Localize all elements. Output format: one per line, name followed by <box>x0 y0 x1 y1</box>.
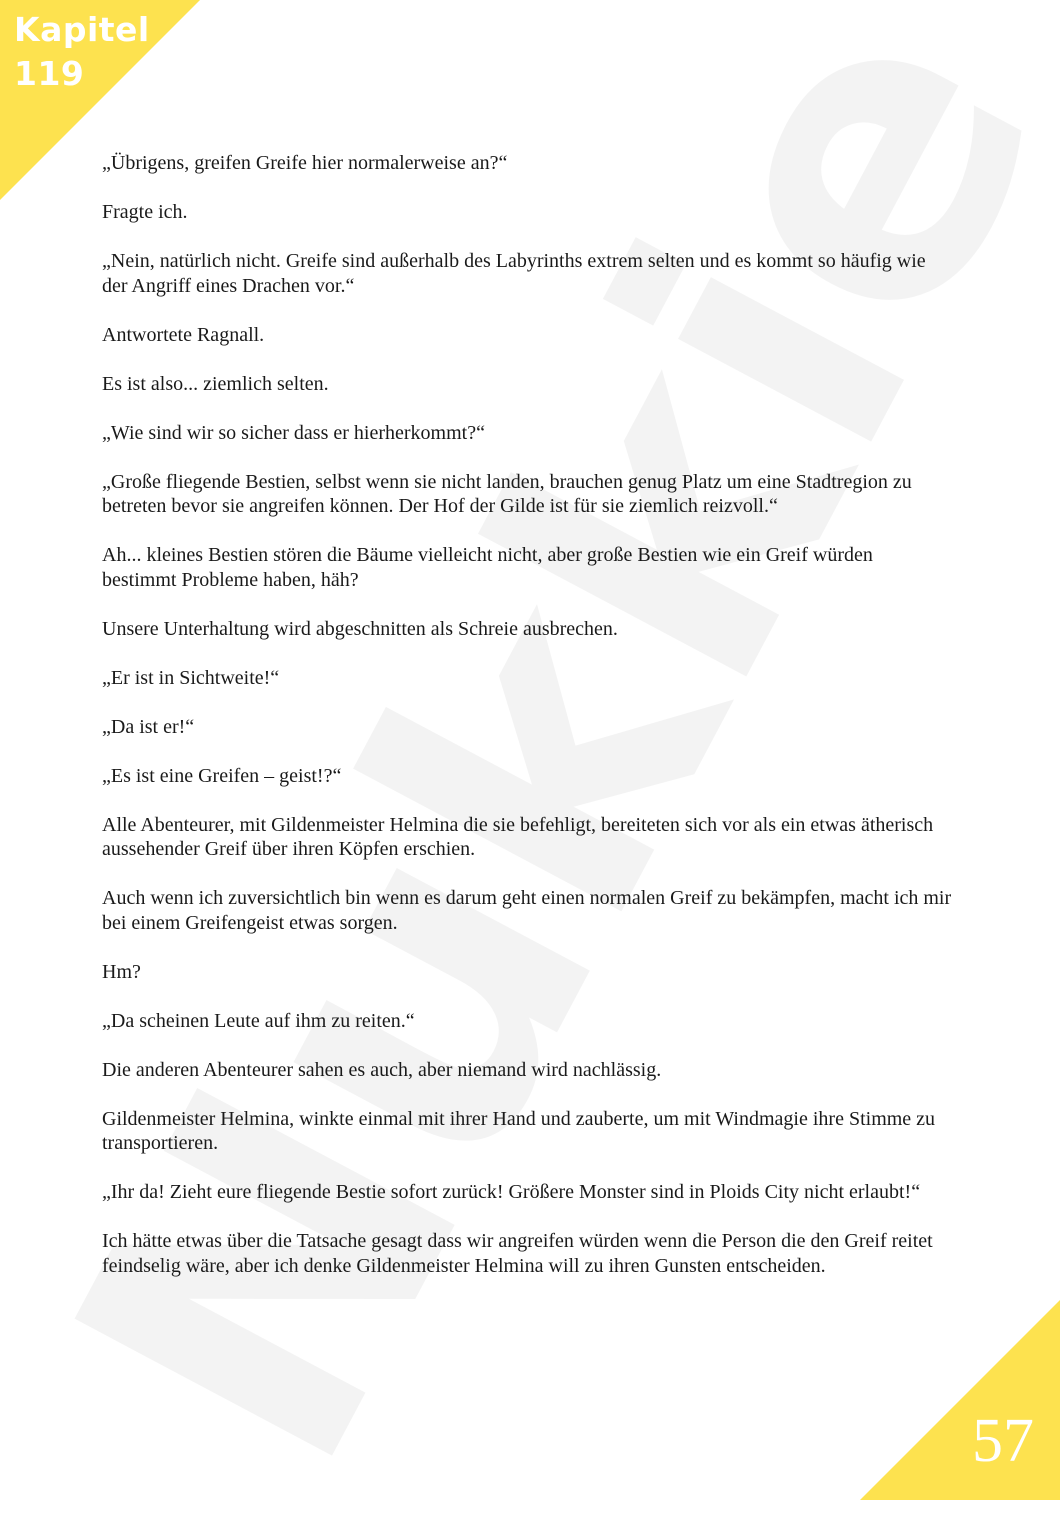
paragraph: „Er ist in Sichtweite!“ <box>102 666 280 689</box>
page-number: 57 <box>972 1407 1034 1475</box>
paragraph: Gildenmeister Helmina, winkte einmal mit ihrer Hand und zauberte, um mit Windmagie ihre Stimme zu transportieren. <box>102 1107 936 1154</box>
paragraph: „Große fliegende Bestien, selbst wenn sie nicht landen, brauchen genug Platz um eine Stadtregion zu betreten bevor sie angreifen können. Der Hof der Gilde ist für sie ziemlich reizvoll.“ <box>102 470 912 517</box>
paragraph: Unsere Unterhaltung wird abgeschnitten als Schreie ausbrechen. <box>102 617 618 640</box>
paragraph: „Da ist er!“ <box>102 715 195 738</box>
paragraph: Ich hätte etwas über die Tatsache gesagt dass wir angreifen würden wenn die Person die den Greif reitet feindselig wäre, aber ich denke Gildenmeister Helmina will zu ihren Gunsten entscheiden. <box>102 1230 933 1277</box>
paragraph: „Es ist eine Greifen – geist!?“ <box>102 764 342 787</box>
paragraph: „Wie sind wir so sicher dass er hierherkommt?“ <box>102 421 485 444</box>
paragraph: „Da scheinen Leute auf ihm zu reiten.“ <box>102 1009 415 1032</box>
paragraph: Hm? <box>102 960 141 983</box>
paragraph: Die anderen Abenteurer sahen es auch, aber niemand wird nachlässig. <box>102 1058 662 1081</box>
chapter-text <box>102 151 952 1303</box>
paragraph: Auch wenn ich zuversichtlich bin wenn es darum geht einen normalen Greif zu bekämpfen, macht ich mir bei einem Greifengeist etwas sorgen. <box>102 887 952 934</box>
paragraph: Es ist also... ziemlich selten. <box>102 372 329 395</box>
paragraph: Antwortete Ragnall. <box>102 323 265 346</box>
chapter-word: Kapitel <box>14 10 150 49</box>
paragraph: „Nein, natürlich nicht. Greife sind außerhalb des Labyrinths extrem selten und es kommt so häufig wie der Angriff eines Drachen vor.“ <box>102 250 926 297</box>
paragraph: Ah... kleines Bestien stören die Bäume vielleicht nicht, aber große Bestien wie ein Greif würden bestimmt Probleme haben, häh? <box>102 544 873 591</box>
chapter-number: 119 <box>14 54 85 93</box>
paragraph: Fragte ich. <box>102 201 188 223</box>
paragraph: „Übrigens, greifen Greife hier normalerweise an?“ <box>102 152 508 174</box>
paragraph: „Ihr da! Zieht eure fliegende Bestie sofort zurück! Größere Monster sind in Ploids City nicht erlaubt!“ <box>102 1181 921 1203</box>
chapter-label <box>14 8 150 96</box>
paragraph: Alle Abenteurer, mit Gildenmeister Helmina die sie befehligt, bereiteten sich vor als ein etwas ätherisch aussehender Greif über ihren Köpfen erschien. <box>102 813 934 860</box>
